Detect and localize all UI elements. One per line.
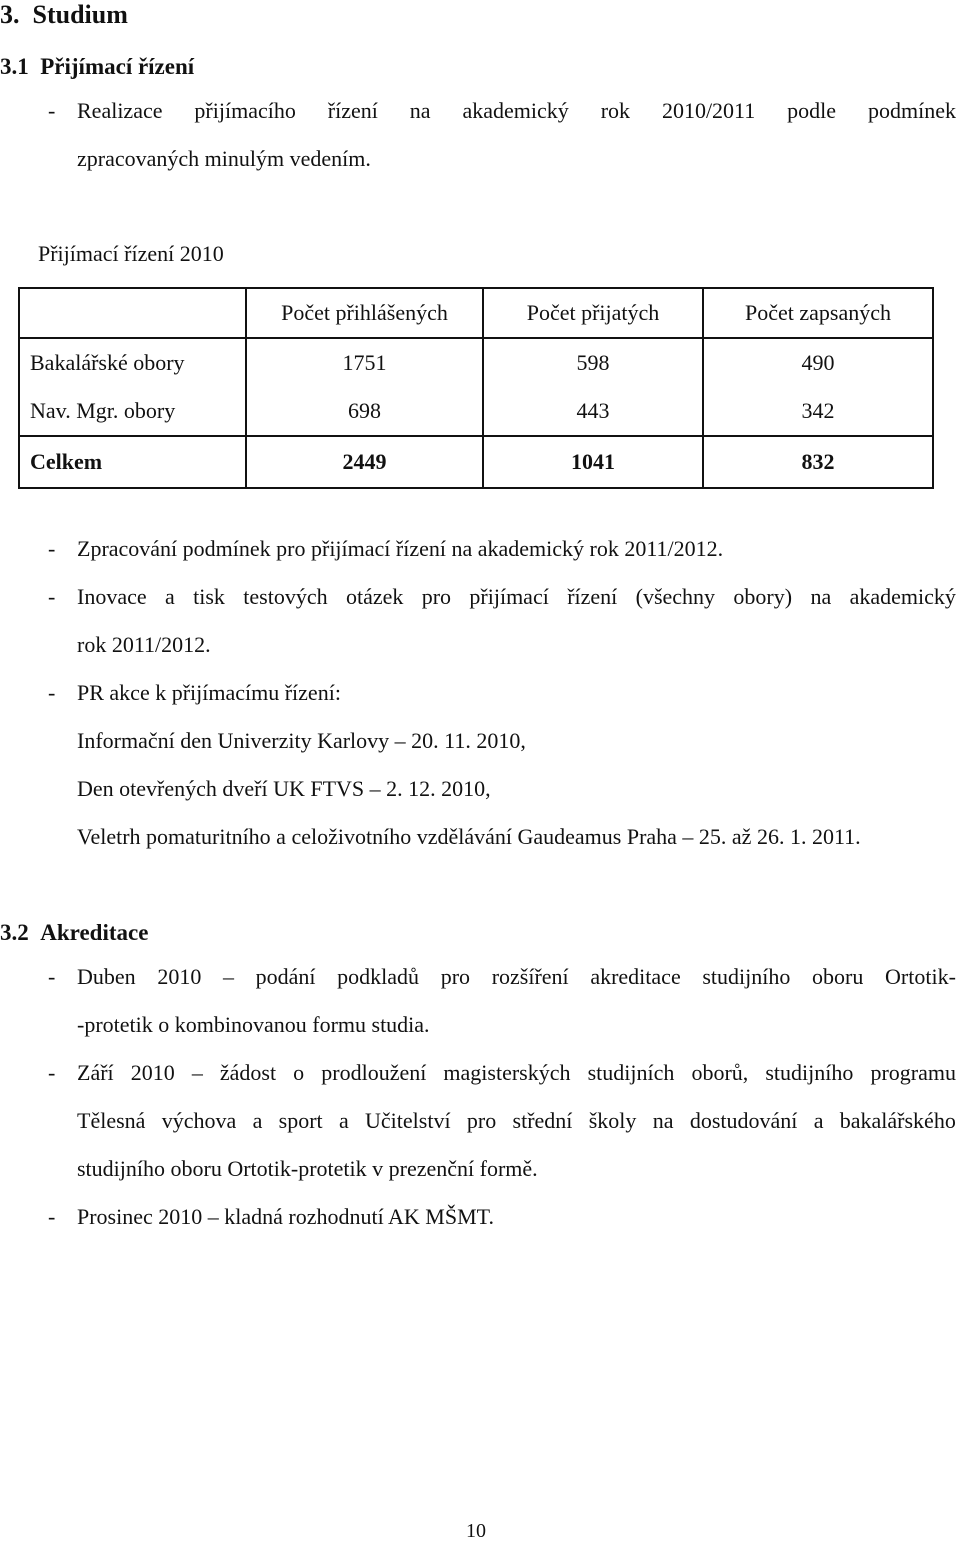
word: akademický: [462, 98, 569, 123]
word: studijního: [702, 964, 791, 989]
subsection-number: 3.2: [0, 920, 29, 945]
table-cell: 490: [703, 338, 933, 387]
section-number: 3.: [0, 0, 20, 29]
bullet-dash: -: [48, 1204, 56, 1229]
section-heading: [0, 0, 128, 30]
table-cell: 1041: [483, 436, 703, 488]
table-cell: 443: [483, 387, 703, 436]
word: 2010/2011: [661, 98, 756, 123]
bullet-dash: -: [48, 536, 56, 561]
admission-table: [18, 287, 934, 489]
word: programu: [870, 1060, 956, 1085]
word: otázek: [345, 584, 404, 609]
word: a: [164, 584, 175, 609]
word: sport: [278, 1108, 323, 1133]
word: podkladů: [337, 964, 420, 989]
word: akademický: [849, 584, 956, 609]
word: studijních: [587, 1060, 675, 1085]
accreditation-item-2-line3: studijního oboru Ortotik-protetik v prezenční formě.: [77, 1156, 538, 1181]
word: střední: [512, 1108, 573, 1133]
word: pro: [421, 584, 452, 609]
word: podmínek: [867, 98, 956, 123]
word: 2010: [157, 964, 202, 989]
word: studijního: [765, 1060, 854, 1085]
word: a: [252, 1108, 263, 1133]
word: oboru: [812, 964, 864, 989]
word: Tělesná: [77, 1108, 146, 1133]
table-header-cell: [19, 288, 246, 338]
subsection-title: Akreditace: [40, 920, 149, 945]
word: –: [191, 1060, 203, 1085]
bullet-dash: -: [48, 584, 56, 609]
word: akreditace: [590, 964, 681, 989]
word: testových: [243, 584, 328, 609]
word: dostudování: [689, 1108, 798, 1133]
table-caption: Přijímací řízení 2010: [38, 241, 224, 266]
bullet-dash: -: [48, 680, 56, 705]
word: oborů,: [691, 1060, 749, 1085]
word: rozšíření: [491, 964, 569, 989]
table-header-cell: Počet přihlášených: [246, 288, 483, 338]
table-header-cell: Počet zapsaných: [703, 288, 933, 338]
table-cell: Nav. Mgr. obory: [19, 387, 246, 436]
table-cell: 342: [703, 387, 933, 436]
word: bakalářského: [839, 1108, 956, 1133]
word: Inovace: [77, 584, 147, 609]
intro-paragraph-line1: [77, 98, 956, 124]
subsection-number: 3.1: [0, 54, 29, 79]
table-header-cell: Počet přijatých: [483, 288, 703, 338]
word: na: [652, 1108, 674, 1133]
word: na: [810, 584, 832, 609]
word: Učitelství: [365, 1108, 451, 1133]
bullet-dash: -: [48, 1060, 56, 1085]
table-cell: 598: [483, 338, 703, 387]
accreditation-item-2-line1: [77, 1060, 956, 1086]
word: řízení: [567, 584, 618, 609]
accreditation-item-2-line2: [77, 1108, 956, 1134]
word: pro: [466, 1108, 497, 1133]
word: řízení: [327, 98, 378, 123]
bullet-pr-events: PR akce k přijímacímu řízení:: [77, 680, 341, 705]
word: Realizace: [77, 98, 163, 123]
table-row: [19, 387, 933, 436]
word: a: [813, 1108, 824, 1133]
word: Ortotik-: [885, 964, 956, 989]
word: Září: [77, 1060, 114, 1085]
bullet-conditions: Zpracování podmínek pro přijímací řízení na akademický rok 2011/2012.: [77, 536, 724, 561]
accreditation-item-3: Prosinec 2010 – kladná rozhodnutí AK MŠMT.: [77, 1204, 494, 1229]
word: Duben: [77, 964, 136, 989]
word: školy: [588, 1108, 637, 1133]
subsection-heading-accreditation: [0, 920, 148, 946]
table-total-row: [19, 436, 933, 488]
word: na: [409, 98, 431, 123]
table-header-row: [19, 288, 933, 338]
table-row: [19, 338, 933, 387]
word: –: [222, 964, 234, 989]
table-cell: 2449: [246, 436, 483, 488]
word: přijímací: [469, 584, 549, 609]
bullet-test-questions-line1: [77, 584, 956, 610]
accreditation-item-1-line2: -protetik o kombinovanou formu studia.: [77, 1012, 430, 1037]
word: přijímacího: [194, 98, 296, 123]
accreditation-item-1-line1: [77, 964, 956, 990]
table-cell: 698: [246, 387, 483, 436]
table-cell: Celkem: [19, 436, 246, 488]
intro-paragraph-line2: zpracovaných minulým vedením.: [77, 146, 371, 171]
table-cell: Bakalářské obory: [19, 338, 246, 387]
word: pro: [440, 964, 471, 989]
word: výchova: [161, 1108, 237, 1133]
word: o: [293, 1060, 305, 1085]
word: magisterských: [443, 1060, 571, 1085]
bullet-test-questions-line2: rok 2011/2012.: [77, 632, 211, 657]
word: prodloužení: [321, 1060, 427, 1085]
event-item: Veletrh pomaturitního a celoživotního vzdělávání Gaudeamus Praha – 25. až 26. 1. 2011.: [77, 824, 861, 849]
word: obory): [733, 584, 793, 609]
event-item: Informační den Univerzity Karlovy – 20. 11. 2010,: [77, 728, 526, 753]
word: podle: [787, 98, 837, 123]
word: a: [338, 1108, 349, 1133]
word: 2010: [130, 1060, 175, 1085]
subsection-heading-admission: [0, 54, 194, 80]
event-item: Den otevřených dveří UK FTVS – 2. 12. 2010,: [77, 776, 491, 801]
word: (všechny: [635, 584, 716, 609]
subsection-title: Přijímací řízení: [40, 54, 195, 79]
bullet-dash: -: [48, 98, 56, 123]
word: žádost: [219, 1060, 277, 1085]
word: podání: [255, 964, 316, 989]
table-cell: 832: [703, 436, 933, 488]
section-title: Studium: [32, 0, 128, 29]
bullet-dash: -: [48, 964, 56, 989]
word: rok: [600, 98, 631, 123]
page-number: 10: [466, 1520, 486, 1542]
word: tisk: [193, 584, 225, 609]
table-cell: 1751: [246, 338, 483, 387]
